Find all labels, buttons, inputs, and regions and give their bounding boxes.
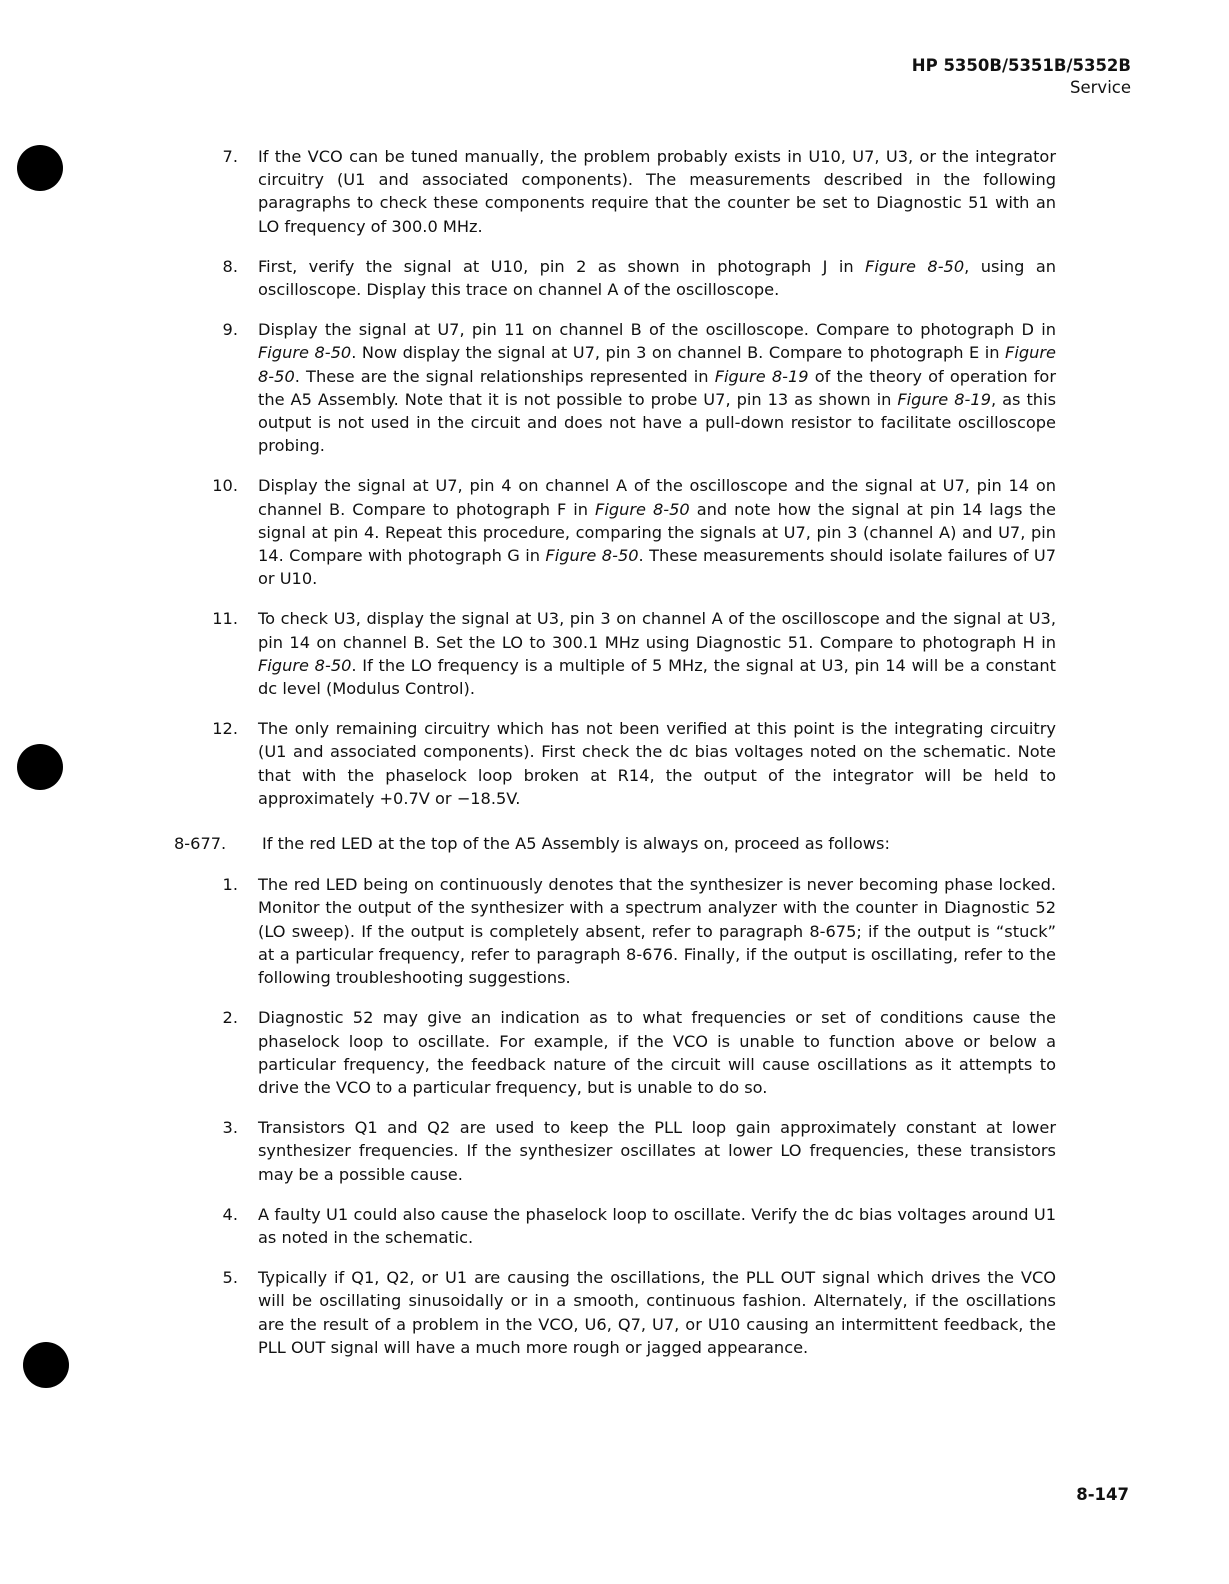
- step-text: Transistors Q1 and Q2 are used to keep the PLL loop gain approximately constant at lower synthesizer frequencies. If the synthesizer oscillates at lower LO frequencies, these transistors may be a possible cause.: [258, 1118, 1056, 1184]
- step-text: If the VCO can be tuned manually, the problem probably exists in U10, U7, U3, or the integrator circuitry (U1 and associated components). The measurements described in the following paragraphs to check these components require that the counter be set to Diagnostic 51 with an LO frequency of 300.0 MHz.: [258, 147, 1056, 236]
- header-section: Service: [1070, 78, 1131, 97]
- figure-reference: Figure 8-19: [897, 389, 991, 409]
- step-text: First, verify the signal at U10, pin 2 as shown in photograph J in Figure 8-50, using an oscilloscope. Display this trace on channel A of the oscilloscope.: [258, 256, 1057, 300]
- step-text: Diagnostic 52 may give an indication as to what frequencies or set of conditions cause the phaselock loop to oscillate. For example, if the VCO is unable to function above or below a particular frequency, the feedback nature of the circuit will cause oscillations as it attempts to drive the VCO to a particular frequency, but is unable to do so.: [258, 1008, 1056, 1097]
- step-number: 10.: [212, 476, 238, 496]
- step-8: [0, 255, 1056, 301]
- step-number: 9.: [222, 320, 238, 340]
- step-7: [0, 145, 1056, 238]
- step-number: 2.: [222, 1008, 238, 1028]
- step-number: 5.: [222, 1268, 238, 1288]
- step-text: Display the signal at U7, pin 4 on channel A of the oscilloscope and the signal at U7, pin 14 on channel B. Compare to photograph F in Figure 8-50 and note how the signal at pin 14 lags the signal at pin 4. Repeat this procedure, comparing the signals at U7, pin 3 (channel A) and U7, pin 14. Compare with photograph G in Figure 8-50. These measurements should isolate failures of U7 or U10.: [258, 476, 1057, 589]
- step-10: [0, 474, 1056, 590]
- figure-reference: Figure 8-50: [258, 655, 352, 675]
- figure-reference: Figure 8-50: [545, 546, 639, 566]
- step-number: 12.: [212, 719, 238, 739]
- paragraph-8-677: [0, 832, 1056, 855]
- step-number: 7.: [222, 147, 238, 166]
- step-number: 8.: [222, 256, 238, 276]
- page-number: 8-147: [1076, 1485, 1129, 1504]
- figure-reference: Figure 8-50: [865, 256, 965, 276]
- step-9: [0, 318, 1056, 457]
- step-text: A faulty U1 could also cause the phaselock loop to oscillate. Verify the dc bias voltages around U1 as noted in the schematic.: [258, 1204, 1056, 1247]
- step-5: [0, 1266, 1056, 1359]
- page-content: [0, 145, 1229, 1376]
- step-text: To check U3, display the signal at U3, pin 3 on channel A of the oscilloscope and the signal at U3, pin 14 on channel B. Set the LO to 300.1 MHz using Diagnostic 51. Compare to photograph H in Figure 8-50. If the LO frequency is a multiple of 5 MHz, the signal at U3, pin 14 will be a constant dc level (Modulus Control).: [258, 609, 1056, 699]
- step-number: 4.: [222, 1204, 238, 1224]
- paragraph-number: 8-677.: [174, 834, 227, 854]
- step-text: The red LED being on continuously denotes that the synthesizer is never becoming phase locked. Monitor the output of the synthesizer with a spectrum analyzer with the counter in Diagnostic 52 (LO sweep). If the output is completely absent, refer to paragraph 8-675; if the output is “stuck” at a particular frequency, refer to paragraph 8-676. Finally, if the output is oscillating, refer to the following troubleshooting suggestions.: [258, 875, 1056, 988]
- step-11: [0, 607, 1056, 700]
- paragraph-text: If the red LED at the top of the A5 Assembly is always on, proceed as follows:: [262, 834, 890, 854]
- figure-reference: Figure 8-19: [714, 366, 809, 386]
- step-3: [0, 1116, 1056, 1186]
- step-text: Typically if Q1, Q2, or U1 are causing the oscillations, the PLL OUT signal which drives the VCO will be oscillating sinusoidally or in a smooth, continuous fashion. Alternately, if the oscillations are the result of a problem in the VCO, U6, Q7, U7, or U10 causing an intermittent feedback, the PLL OUT signal will have a much more rough or jagged appearance.: [258, 1268, 1056, 1357]
- step-1: [0, 873, 1056, 989]
- figure-reference: Figure 8-50: [258, 343, 1056, 386]
- figure-reference: Figure 8-50: [595, 499, 690, 519]
- step-number: 11.: [212, 609, 238, 629]
- step-4: [0, 1203, 1056, 1249]
- step-text: Display the signal at U7, pin 11 on channel B of the oscilloscope. Compare to photograph D in Figure 8-50. Now display the signal at U7, pin 3 on channel B. Compare to photograph E in Figure 8-50. These are the signal relationships represented in Figure 8-19 of the theory of operation for the A5 Assembly. Note that it is not possible to probe U7, pin 13 as shown in Figure 8-19, as this output is not used in the circuit and does not have a pull-down resistor to facilitate oscilloscope probing.: [258, 320, 1056, 456]
- step-number: 1.: [222, 875, 238, 895]
- figure-reference: Figure 8-50: [258, 343, 352, 363]
- step-2: [0, 1006, 1056, 1099]
- page-header: [912, 55, 1131, 99]
- header-model: HP 5350B/5351B/5352B: [911, 56, 1131, 75]
- step-text: The only remaining circuitry which has not been verified at this point is the integrating circuitry (U1 and associated components). First check the dc bias voltages noted on the schematic. Note that with the phaselock loop broken at R14, the output of the integrator will be held to approximately +0.7V or −18.5V.: [258, 719, 1056, 808]
- step-number: 3.: [222, 1118, 238, 1138]
- step-12: [0, 717, 1056, 810]
